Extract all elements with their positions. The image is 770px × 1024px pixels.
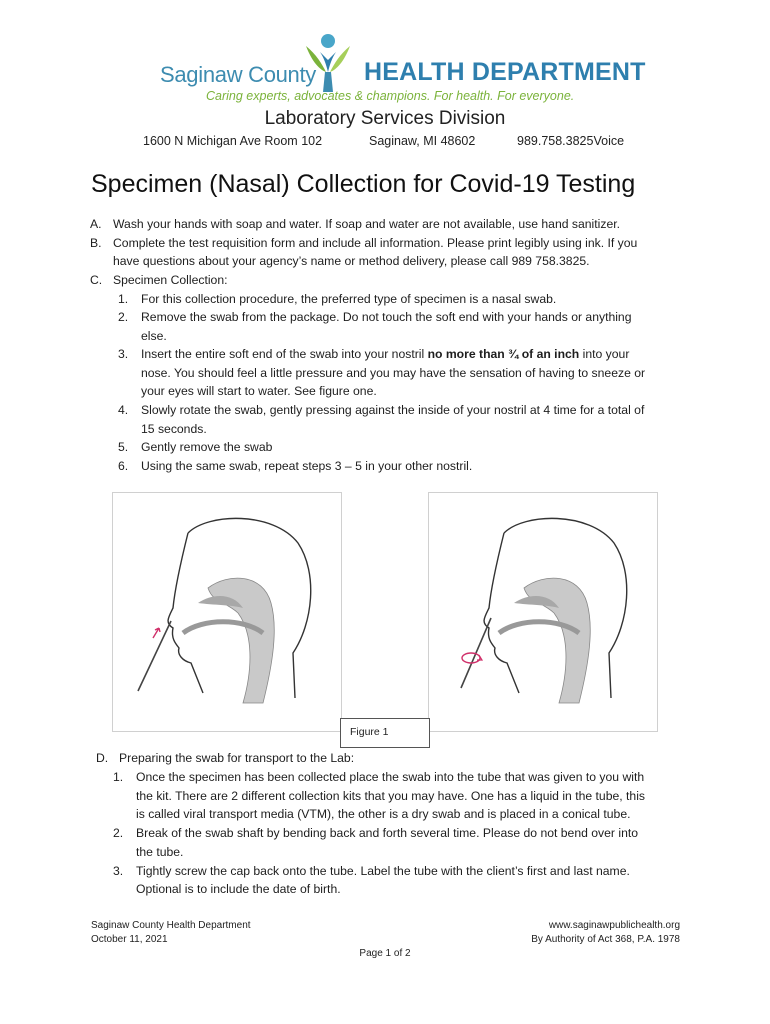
step-marker: B. [90, 236, 102, 250]
figure-swab-insert [112, 492, 342, 732]
substep-marker: 1. [113, 770, 124, 784]
head-profile-illustration [113, 493, 341, 731]
division-title: Laboratory Services Division [264, 108, 506, 129]
substep-marker: 6. [118, 459, 129, 473]
step-b-cont: have questions about your agency’s name or method delivery, please call 989 758.3825. [113, 254, 590, 268]
address: 1600 N Michigan Ave Room 102 [143, 134, 323, 148]
footer-website[interactable]: www.saginawpublichealth.org [548, 920, 680, 931]
substep-d1-cont-1: the kit. There are 2 different collection kits that you may have. One has a liquid in the tube, this [136, 789, 646, 803]
substep-c3-cont-2: your eyes will start to water. See figure one. [141, 384, 377, 398]
substep-marker: 3. [118, 347, 129, 361]
substep-marker: 3. [113, 864, 124, 878]
health-department-logo-icon [298, 32, 358, 94]
figure-swab-rotate [428, 492, 658, 732]
phone: 989.758.3825Voice [517, 134, 625, 148]
substep-text: Gently remove the swab [141, 440, 273, 454]
city-state-zip: Saginaw, MI 48602 [369, 134, 476, 148]
step-text: Complete the test requisition form and include all information. Please print legibly using ink. If you [113, 236, 638, 250]
step-marker: D. [96, 751, 109, 765]
substep-text-post: into your [579, 347, 630, 361]
document-title: Specimen (Nasal) Collection for Covid-19 Testing [91, 170, 636, 198]
substep-d2-cont: the tube. [136, 845, 184, 859]
substep-c2-cont: else. [141, 329, 167, 343]
footer-date: October 11, 2021 [91, 934, 168, 945]
substep-text: Remove the swab from the package. Do not touch the soft end with your hands or anything [141, 310, 632, 324]
substep-c3-cont-1: nose. You should feel a little pressure and you may have the sensation of having to sneeze or [141, 366, 646, 380]
substep-text: Break of the swab shaft by bending back and forth several time. Please do not bend over into [136, 826, 639, 840]
footer-org: Saginaw County Health Department [91, 920, 251, 931]
step-marker: C. [90, 273, 103, 287]
substep-d3-cont: Optional is to include the date of birth. [136, 882, 341, 896]
step-text: Preparing the swab for transport to the Lab: [119, 751, 355, 765]
substep-marker: 2. [113, 826, 124, 840]
substep-text [141, 345, 629, 364]
substep-marker: 5. [118, 440, 129, 454]
page-number: Page 1 of 2 [359, 948, 411, 959]
substep-text-emphasis: no more than ¾ of an inch [427, 347, 580, 361]
figure-caption: Figure 1 [350, 726, 389, 738]
head-profile-illustration [429, 493, 657, 731]
footer-authority: By Authority of Act 368, P.A. 1978 [531, 934, 680, 945]
substep-text-pre: Insert the entire soft end of the swab into your nostril [141, 347, 428, 361]
substep-d1-cont-2: is called viral transport media (VTM), the other is a dry swab and is placed in a conical tube. [136, 807, 631, 821]
substep-text: Slowly rotate the swab, gently pressing against the inside of your nostril at 4 time for a total of [141, 403, 645, 417]
substep-text: Once the specimen has been collected place the swab into the tube that was given to you with [136, 770, 645, 784]
substep-text: Using the same swab, repeat steps 3 – 5 in your other nostril. [141, 459, 473, 473]
step-text: Wash your hands with soap and water. If soap and water are not available, use hand sanitizer. [113, 217, 620, 231]
substep-marker: 4. [118, 403, 129, 417]
step-marker: A. [90, 217, 102, 231]
tagline: Caring experts, advocates & champions. For health. For everyone. [206, 89, 575, 103]
substep-c4-cont: 15 seconds. [141, 422, 207, 436]
org-name-left: Saginaw County [160, 62, 317, 87]
substep-marker: 2. [118, 310, 129, 324]
substep-marker: 1. [118, 292, 129, 306]
org-name-right: HEALTH DEPARTMENT [364, 58, 646, 86]
substep-text: For this collection procedure, the preferred type of specimen is a nasal swab. [141, 292, 557, 306]
substep-text: Tightly screw the cap back onto the tube. Label the tube with the client’s first and last name. [136, 864, 630, 878]
step-text: Specimen Collection: [113, 273, 228, 287]
